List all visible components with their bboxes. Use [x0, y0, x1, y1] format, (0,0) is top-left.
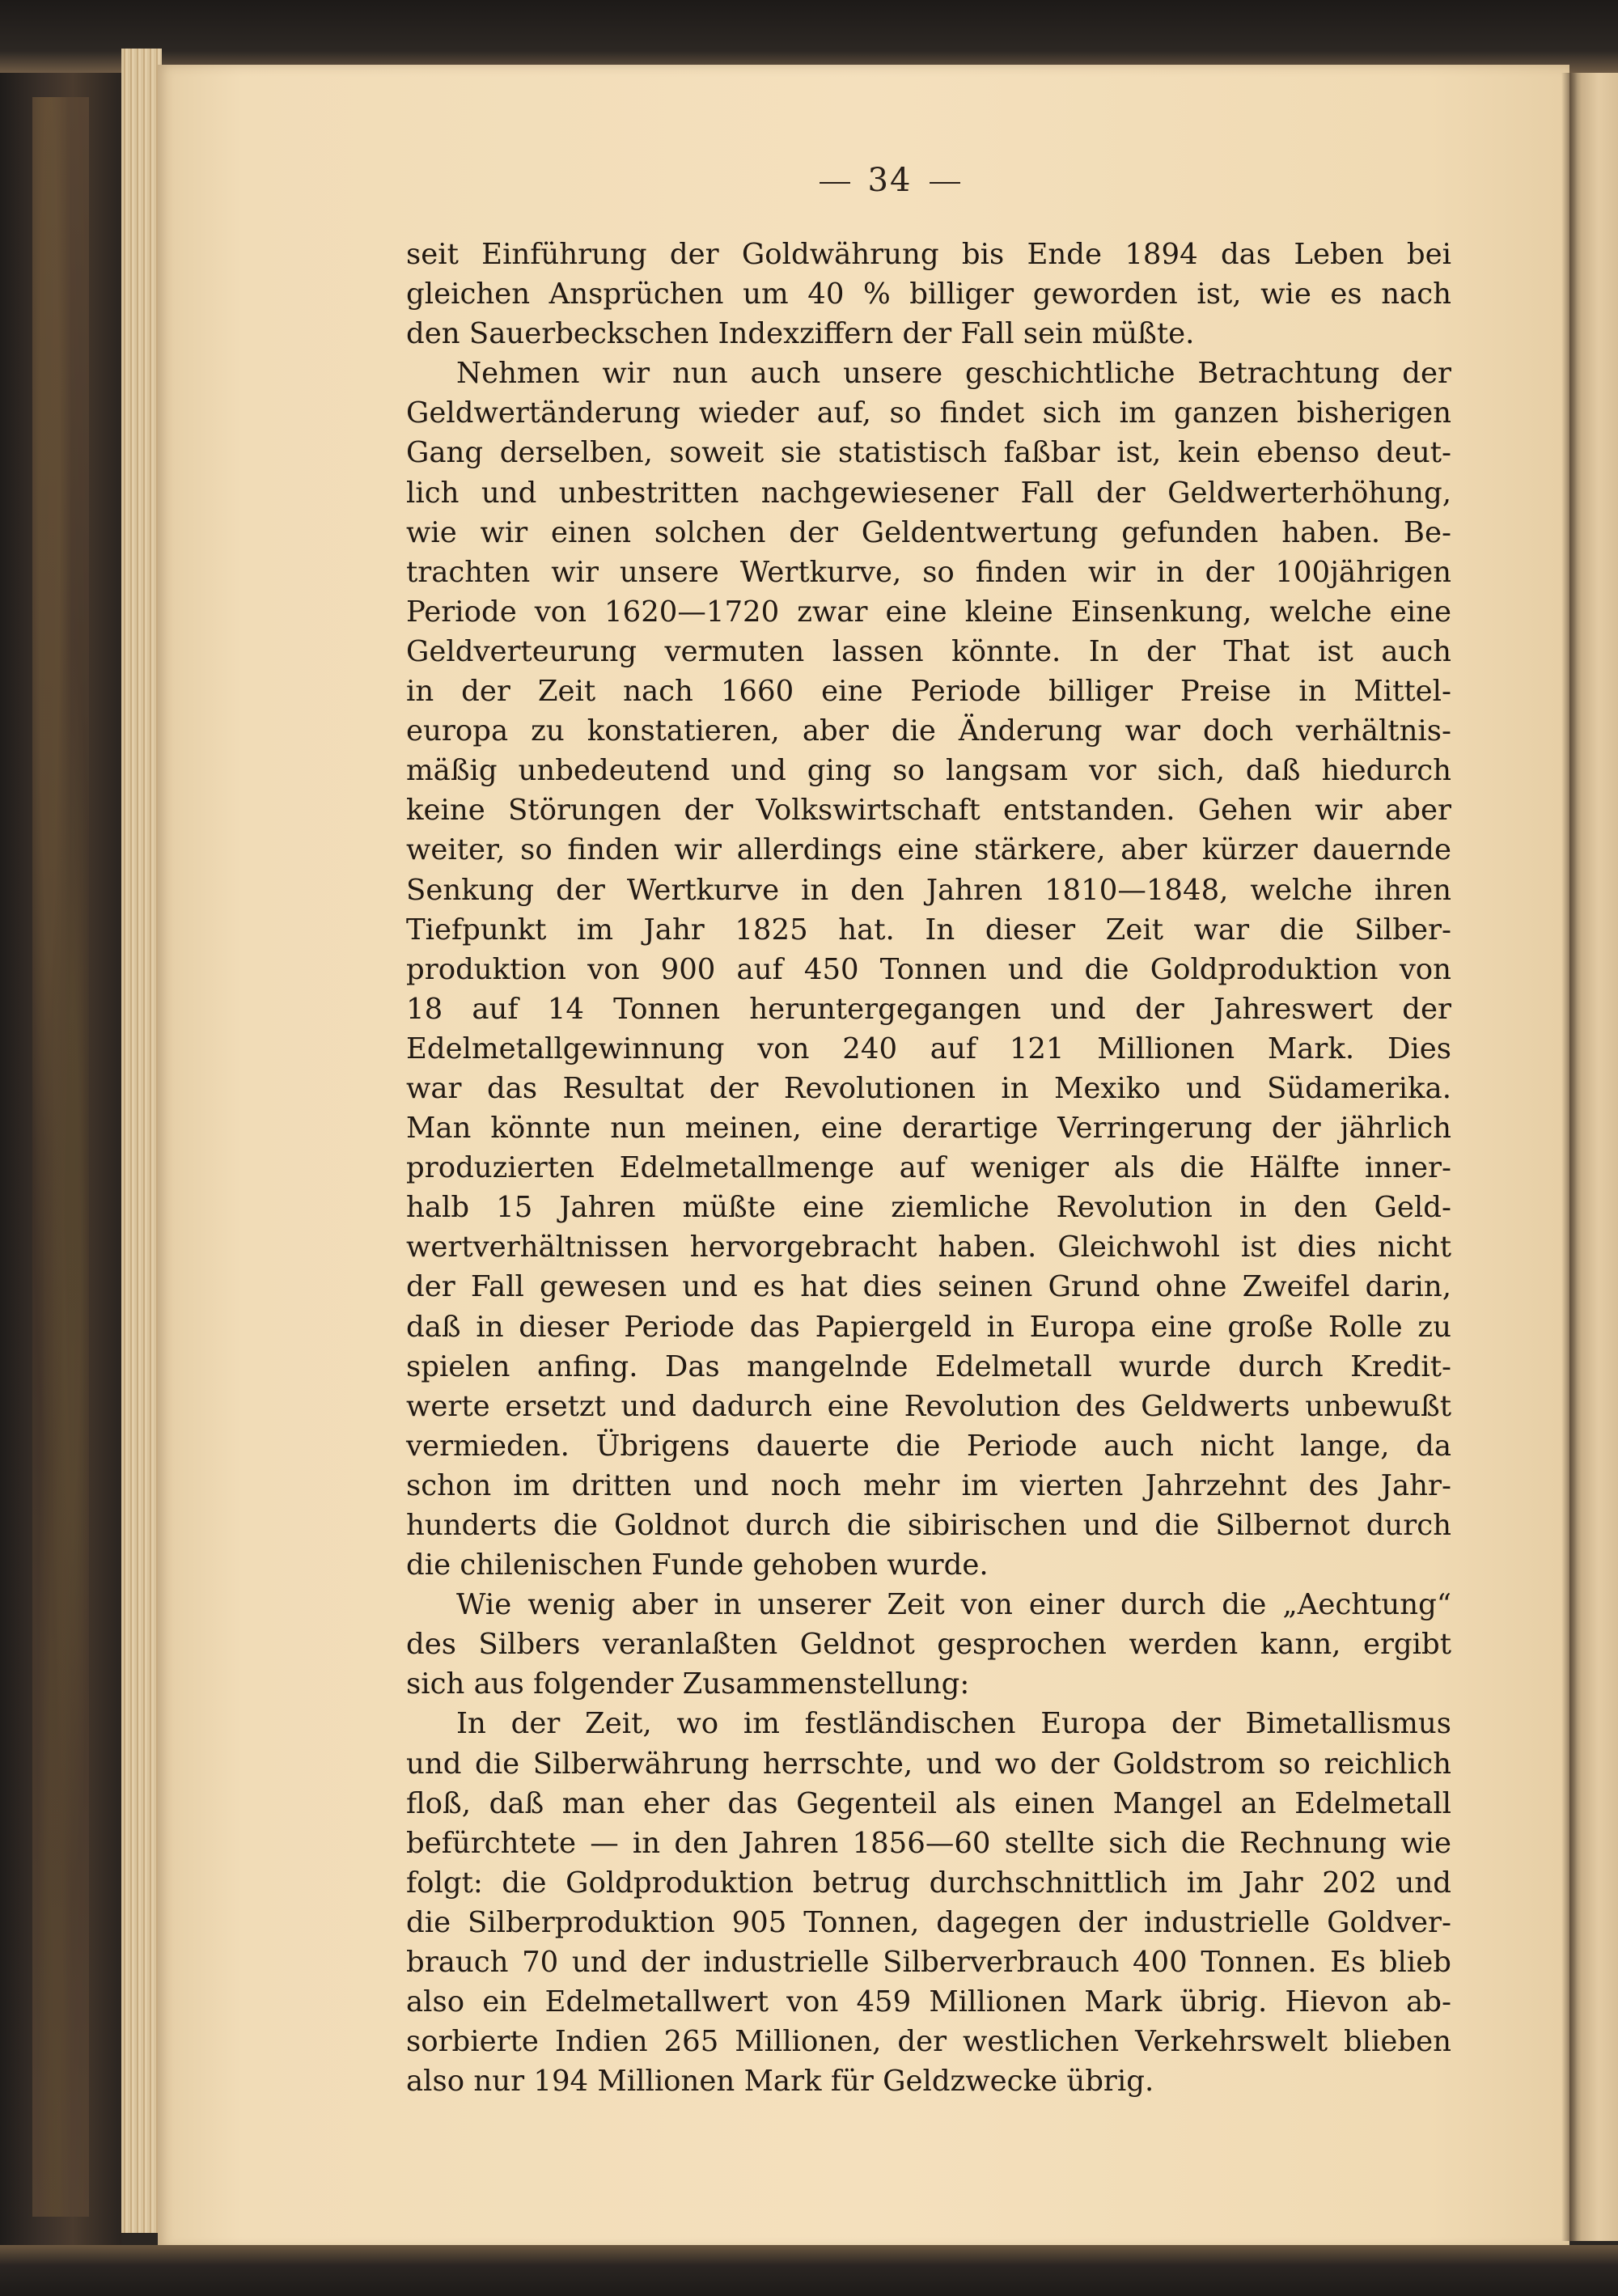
text-line: Man könnte nun meinen, eine derartige Verringerung der jährlich: [406, 1112, 1451, 1146]
marbled-cover-pattern: [32, 97, 89, 2217]
text-line: keine Störungen der Volkswirtschaft entstanden. Gehen wir aber: [406, 794, 1451, 828]
text-line: Periode von 1620—1720 zwar eine kleine Einsenkung, welche eine: [406, 595, 1451, 629]
bottom-background: [0, 2245, 1618, 2296]
text-line: werte ersetzt und dadurch eine Revolution des Geldwerts unbewußt: [406, 1389, 1451, 1423]
text-line: trachten wir unsere Wertkurve, so finden wir in der 100jährigen: [406, 555, 1451, 589]
text-line: Geldwertänderung wieder auf, so findet sich im ganzen bisherigen: [406, 396, 1451, 430]
text-line: wie wir einen solchen der Geldentwertung gefunden haben. Be-: [406, 515, 1451, 549]
text-line: und die Silberwährung herrschte, und wo der Goldstrom so reichlich: [406, 1747, 1451, 1781]
page-number-value: 34: [867, 162, 913, 199]
body-text: [406, 235, 1451, 2101]
text-line: mäßig unbedeutend und ging so langsam vor sich, daß hiedurch: [406, 754, 1451, 788]
text-line: der Fall gewesen und es hat dies seinen Grund ohne Zweifel darin,: [406, 1270, 1451, 1304]
page-gutter: [1561, 73, 1578, 2241]
text-line: also ein Edelmetallwert von 459 Millionen Mark übrig. Hievon ab-: [406, 1985, 1451, 2019]
text-line: Wie wenig aber in unserer Zeit von einer durch die „Aechtung“: [456, 1588, 1451, 1622]
text-line: gleichen Ansprüchen um 40 % billiger geworden ist, wie es nach: [406, 277, 1451, 311]
text-line: vermieden. Übrigens dauerte die Periode auch nicht lange, da: [406, 1429, 1451, 1463]
text-line: in der Zeit nach 1660 eine Periode billiger Preise in Mittel-: [406, 675, 1451, 709]
book-cover: [0, 0, 121, 2296]
text-line: Senkung der Wertkurve in den Jahren 1810—1848, welche ihren: [406, 873, 1451, 907]
text-line: befürchtete — in den Jahren 1856—60 stellte sich die Rechnung wie: [406, 1826, 1451, 1860]
text-line: halb 15 Jahren müßte eine ziemliche Revolution in den Geld-: [406, 1191, 1451, 1225]
text-line: schon im dritten und noch mehr im vierten Jahrzehnt des Jahr-: [406, 1468, 1451, 1502]
text-line: floß, daß man eher das Gegenteil als einen Mangel an Edelmetall: [406, 1786, 1451, 1820]
text-line: In der Zeit, wo im festländischen Europa der Bimetallismus: [456, 1707, 1451, 1741]
text-line: des Silbers veranlaßten Geldnot gesprochen werden kann, ergibt: [406, 1628, 1451, 1662]
top-background: [0, 0, 1618, 73]
text-line: die Silberproduktion 905 Tonnen, dagegen der industrielle Goldver-: [406, 1905, 1451, 1939]
text-line: wertverhältnissen hervorgebracht haben. Gleichwohl ist dies nicht: [406, 1231, 1451, 1264]
text-line: daß in dieser Periode das Papiergeld in Europa eine große Rolle zu: [406, 1310, 1451, 1344]
text-line: lich und unbestritten nachgewiesener Fall der Geldwerterhöhung,: [406, 476, 1451, 510]
page-edges: [121, 49, 162, 2233]
text-line: Gang derselben, soweit sie statistisch faßbar ist, kein ebenso deut-: [406, 436, 1451, 470]
text-line: weiter, so finden wir allerdings eine stärkere, aber kürzer dauernde: [406, 833, 1451, 867]
paragraph: [406, 354, 1451, 1585]
text-line: die chilenischen Funde gehoben wurde.: [406, 1548, 989, 1582]
text-line: spielen anfing. Das mangelnde Edelmetall wurde durch Kredit-: [406, 1349, 1451, 1383]
text-line: Tiefpunkt im Jahr 1825 hat. In dieser Zeit war die Silber-: [406, 913, 1451, 947]
text-line: brauch 70 und der industrielle Silberverbrauch 400 Tonnen. Es blieb: [406, 1946, 1451, 1980]
text-line: folgt: die Goldproduktion betrug durchschnittlich im Jahr 202 und: [406, 1866, 1451, 1900]
page-number: [777, 162, 1003, 199]
text-line: sich aus folgender Zusammenstellung:: [406, 1667, 970, 1701]
text-line: europa zu konstatieren, aber die Änderung war doch verhältnis-: [406, 714, 1451, 748]
text-line: produzierten Edelmetallmenge auf weniger als die Hälfte inner-: [406, 1151, 1451, 1185]
text-line: sorbierte Indien 265 Millionen, der westlichen Verkehrswelt blieben: [406, 2025, 1451, 2059]
text-line: Nehmen wir nun auch unsere geschichtliche Betrachtung der: [456, 357, 1451, 391]
text-line: Edelmetallgewinnung von 240 auf 121 Millionen Mark. Dies: [406, 1032, 1451, 1065]
text-line: den Sauerbeckschen Indexziffern der Fall sein müßte.: [406, 317, 1195, 351]
paragraph: [406, 235, 1451, 354]
text-line: war das Resultat der Revolutionen in Mexiko und Südamerika.: [406, 1071, 1451, 1105]
text-line: seit Einführung der Goldwährung bis Ende 1894 das Leben bei: [406, 238, 1451, 271]
text-line: produktion von 900 auf 450 Tonnen und die Goldproduktion von: [406, 952, 1451, 986]
page-number-dash-right: [930, 182, 960, 184]
text-line: also nur 194 Millionen Mark für Geldzwecke übrig.: [406, 2065, 1154, 2099]
text-line: Geldverteurung vermuten lassen könnte. In der That ist auch: [406, 634, 1451, 668]
page-number-dash-left: [820, 182, 850, 184]
paragraph: [406, 1704, 1451, 2101]
text-line: hunderts die Goldnot durch die sibirischen und die Silbernot durch: [406, 1509, 1451, 1542]
text-line: 18 auf 14 Tonnen heruntergegangen und der Jahreswert der: [406, 992, 1451, 1026]
paragraph: [406, 1585, 1451, 1704]
